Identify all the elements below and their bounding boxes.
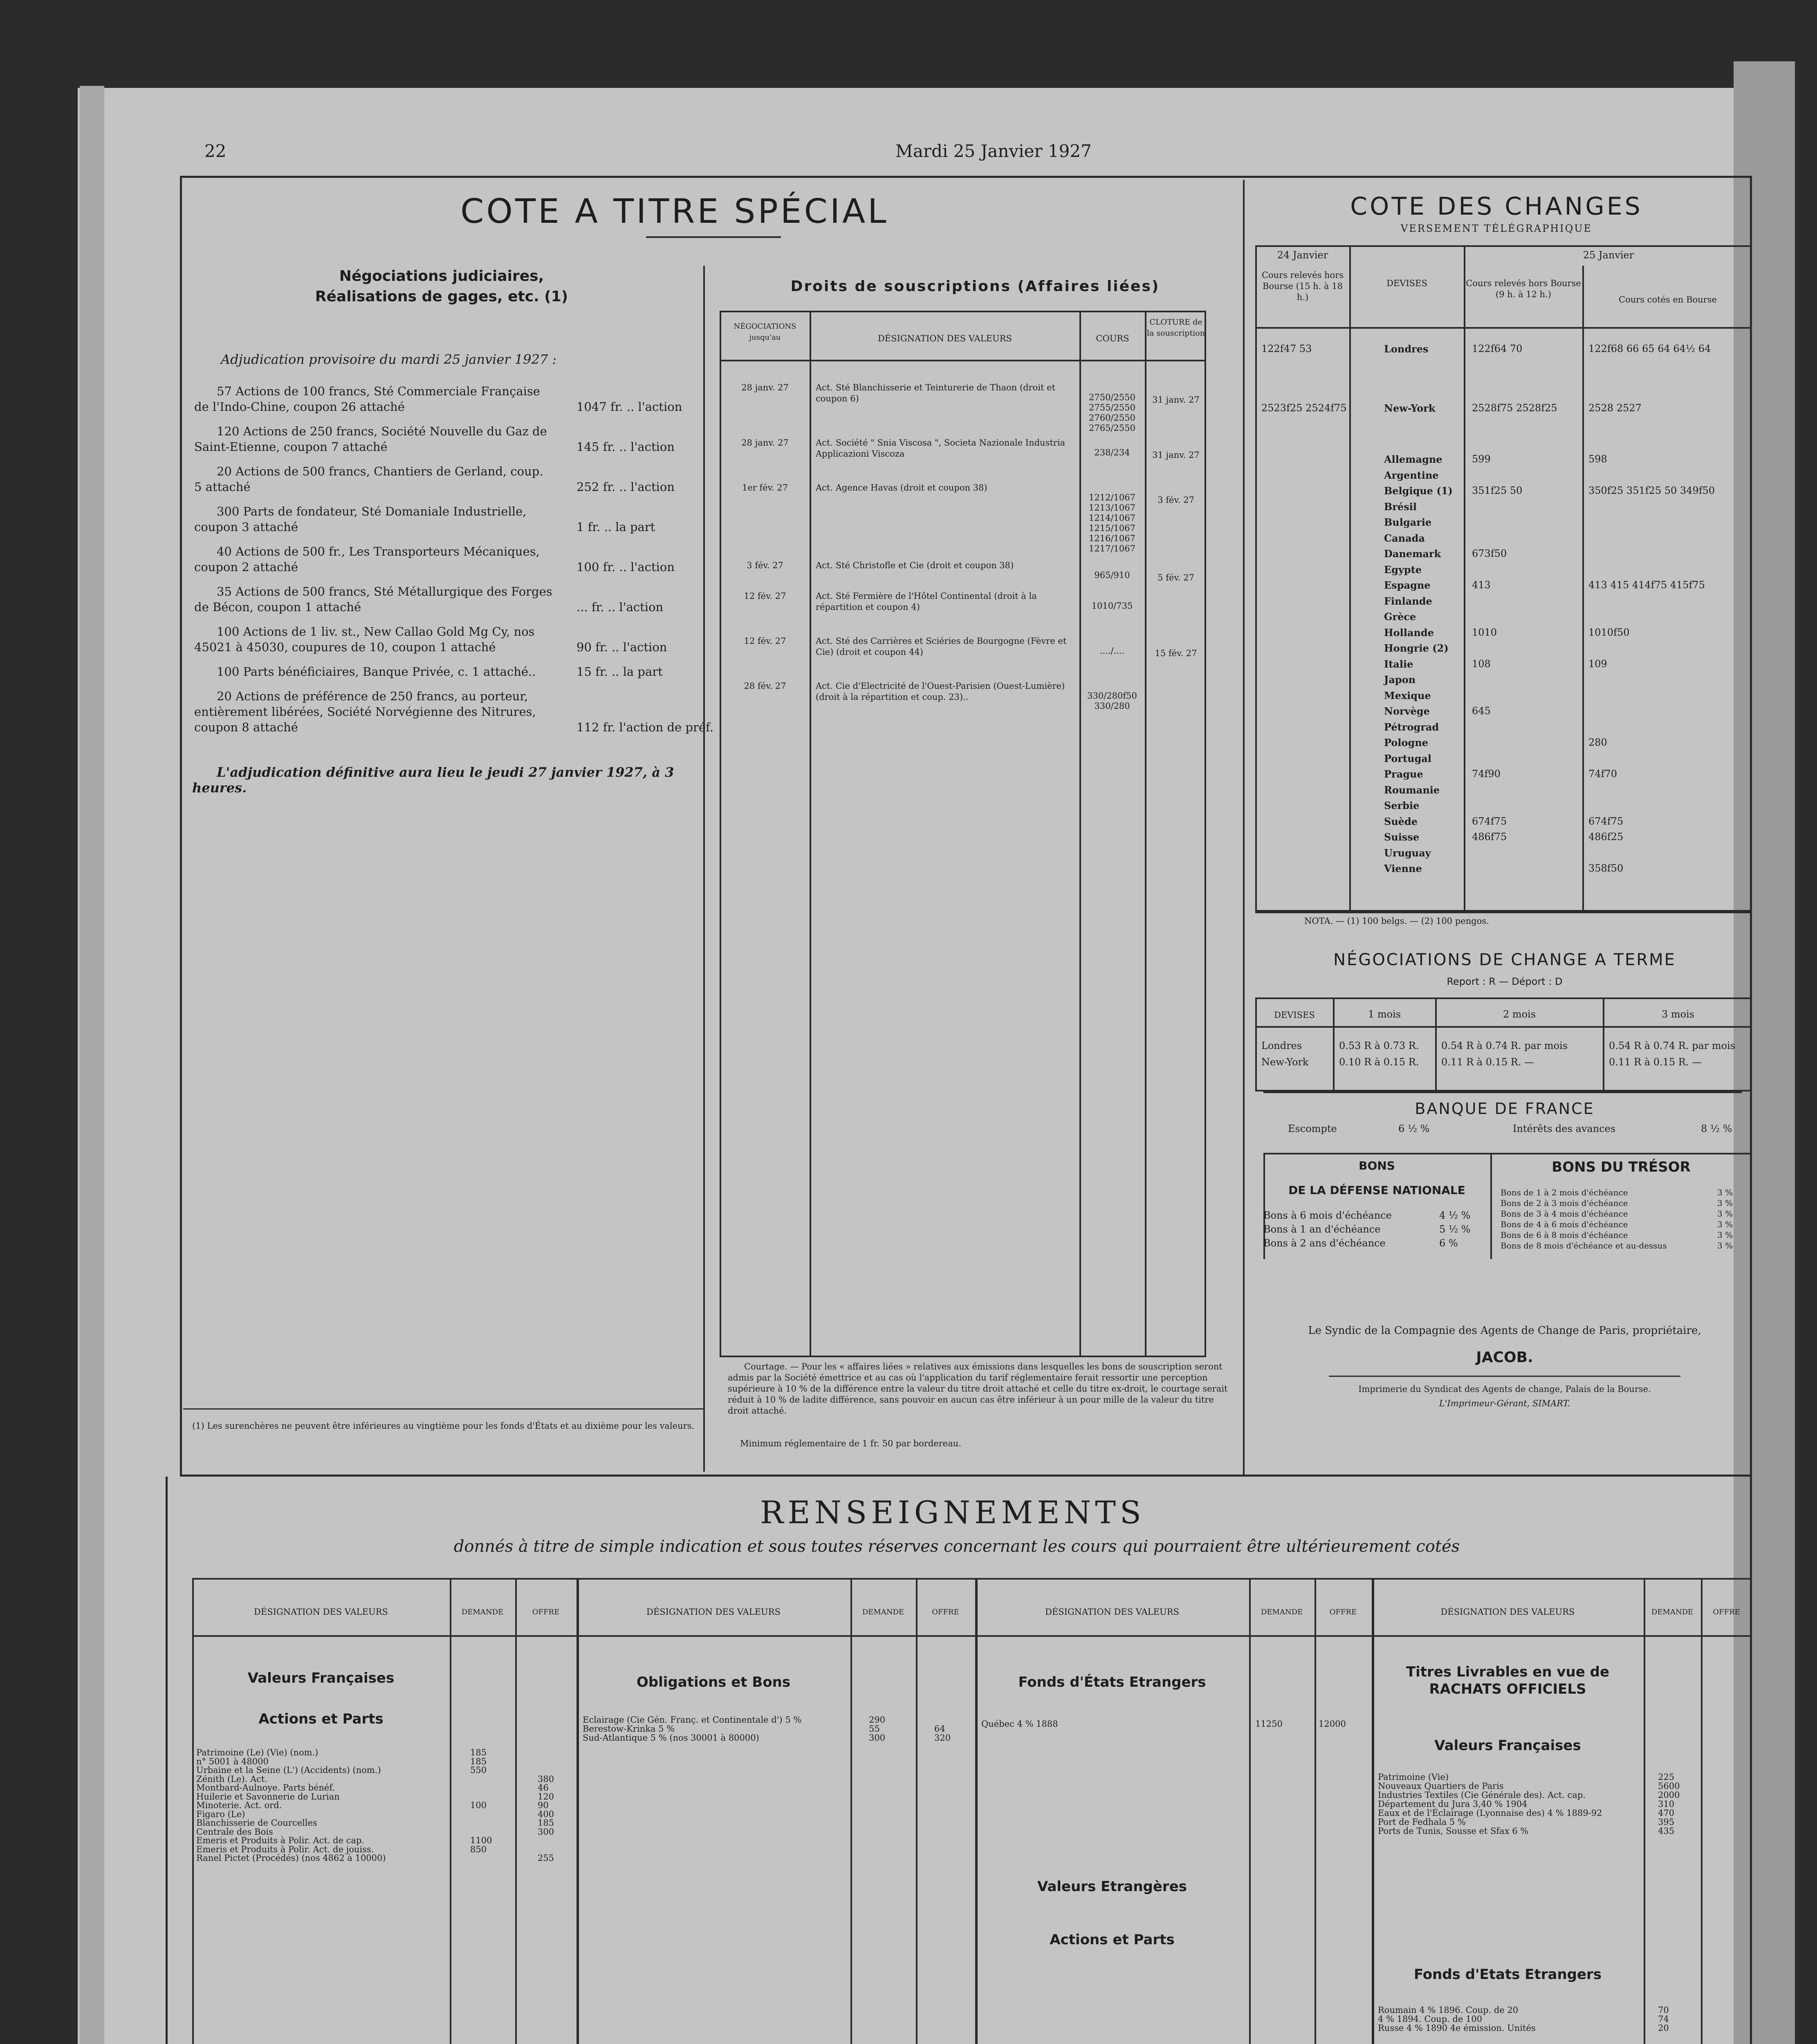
courtage-text: Courtage. — Pour les « affaires liées » relatives aux émissions dans lesquelles les bons de souscription seront admis par la Société émettrice et au cas où l'application du tarif réglementaire ferait ressortir une perception supérieure à 10 % de la différence entre la valeur du titre droit attaché et celle du titre ex-droit, le courtage serait réduit à 10 % de ladite différence, sans pouvoir en aucun cas être inférieur à un pour mille de la valeur du titre droit attaché. <box>728 1362 1228 1416</box>
droits-col-rule <box>1079 311 1081 1357</box>
rens-row-demande: 310 <box>1658 1799 1675 1809</box>
rens-row-name: Roumain 4 % 1896. Coup. de 20 <box>1378 2005 1519 2015</box>
cs-item-line: 57 Actions de 100 francs, Sté Commerciale Française <box>217 384 540 398</box>
bons-tresor-label: Bons de 4 à 6 mois d'échéance <box>1501 1219 1628 1229</box>
terme-col-devises: DEVISES <box>1274 1010 1315 1020</box>
changes-col-rule <box>1582 266 1584 912</box>
droits-header-rule <box>720 360 1206 361</box>
changes-currency: Roumanie <box>1384 784 1440 796</box>
changes-currency: Allemagne <box>1384 453 1442 465</box>
bons-defense-value: 6 % <box>1439 1237 1458 1249</box>
changes-mid: 486f75 <box>1472 831 1507 843</box>
changes-right: 2528 2527 <box>1588 402 1642 414</box>
cote-special-title: COTE A TITRE SPÉCIAL <box>460 192 889 231</box>
changes-currency: Uruguay <box>1384 847 1431 859</box>
droits-date: 28 fév. 27 <box>744 681 786 691</box>
rens-row-offre: 400 <box>538 1809 554 1819</box>
droits-designation: Act. Société " Snia Viscosa ", Societa Nazionale Industria Applicazioni Viscoza <box>816 438 1066 459</box>
banque-title: BANQUE DE FRANCE <box>1415 1100 1595 1118</box>
terme-m3: 0.11 R à 0.15 R. — <box>1609 1056 1702 1068</box>
rens-c4-heading: Titres Livrables en vue de <box>1406 1664 1610 1680</box>
changes-right: 122f68 66 65 64 64½ 64 <box>1588 343 1711 354</box>
droits-cloture: 5 fév. 27 <box>1157 573 1194 583</box>
changes-right: 413 415 414f75 415f75 <box>1588 579 1705 591</box>
droits-col-cloture: CLOTURE de la souscription <box>1147 318 1205 338</box>
changes-currency: Hongrie (2) <box>1384 642 1449 654</box>
rens-row-name: Montbard-Aulnoye. Parts bénéf. <box>196 1783 335 1793</box>
rens-c3-heading: Fonds d'États Etrangers <box>1018 1674 1206 1690</box>
droits-date: 12 fév. 27 <box>744 636 786 646</box>
rens-col-rule <box>975 1578 978 2044</box>
changes-date-right: 25 Janvier <box>1583 249 1634 261</box>
droits-cours: 2750/2550 2755/2550 2760/2550 2765/2550 <box>1089 392 1135 433</box>
page-binding <box>80 86 104 2044</box>
bons-tresor-label: Bons de 3 à 4 mois d'échéance <box>1501 1209 1628 1219</box>
changes-currency: Brésil <box>1384 500 1417 513</box>
adjudication-definitive: L'adjudication définitive aura lieu le jeudi 27 janvier 1927, à 3 heures. <box>192 764 674 796</box>
rens-row-demande: 550 <box>470 1765 487 1775</box>
rens-col-rule <box>450 1578 451 2044</box>
rens-row-offre: 320 <box>934 1733 951 1743</box>
neg-title-1: Négociations judiciaires, <box>339 268 544 285</box>
rens-row-demande: 185 <box>470 1748 487 1757</box>
rens-row-demande: 74 <box>1658 2014 1669 2024</box>
terme-m1: 0.53 R à 0.73 R. <box>1339 1040 1419 1051</box>
adjudication-text: Adjudication provisoire du mardi 25 janvier 1927 : <box>221 352 557 367</box>
renseignements-title: RENSEIGNEMENTS <box>760 1494 1145 1531</box>
changes-bottom-rule <box>1255 912 1752 913</box>
cs-item-line: coupon 3 attaché <box>194 520 298 534</box>
terme-m1: 0.10 R à 0.15 R. <box>1339 1056 1419 1068</box>
changes-mid: 351f25 50 <box>1472 485 1523 496</box>
rens-row-demande: 850 <box>470 1844 487 1854</box>
cs-item-price: 1047 fr. .. l'action <box>577 400 682 414</box>
droits-cloture: 31 janv. 27 <box>1152 395 1200 405</box>
cs-item-line: de Bécon, coupon 1 attaché <box>194 600 361 614</box>
changes-mid: 2528f75 2528f25 <box>1472 402 1557 414</box>
terme-m2: 0.11 R à 0.15 R. — <box>1441 1056 1534 1068</box>
changes-mid: 1010 <box>1472 626 1497 638</box>
cs-item-line: 100 Actions de 1 liv. st., New Callao Gold Mg Cy, nos <box>217 625 535 639</box>
rens-row-name: Berestow-Krinka 5 % <box>583 1724 675 1734</box>
droits-cloture: 3 fév. 27 <box>1157 495 1194 505</box>
cs-item-price: 145 fr. .. l'action <box>577 440 675 454</box>
changes-mid: 122f64 70 <box>1472 343 1523 354</box>
changes-currency: Hollande <box>1384 626 1434 639</box>
rens-row-offre: 12000 <box>1319 1719 1346 1729</box>
footnote-rule <box>183 1408 703 1410</box>
rens-row-name: Emeris et Produits à Polir. Act. de cap. <box>196 1836 365 1845</box>
syndic-rule <box>1329 1376 1680 1377</box>
droits-cours: 330/280f50 330/280 <box>1087 691 1137 711</box>
rens-row-name: Emeris et Produits à Polir. Act. de jouiss. <box>196 1844 374 1854</box>
neg-title-2: Réalisations de gages, etc. (1) <box>315 288 568 305</box>
cs-item-line: 20 Actions de 500 francs, Chantiers de Gerland, coup. <box>217 464 543 478</box>
droits-cloture: 31 janv. 27 <box>1152 450 1200 460</box>
bons-defense-value: 4 ½ % <box>1439 1210 1471 1221</box>
bons-defense-value: 5 ½ % <box>1439 1224 1471 1235</box>
bons-defense-label: Bons à 1 an d'échéance <box>1263 1224 1381 1235</box>
cs-item-line: 45021 à 45030, coupures de 10, coupon 1 attaché <box>194 640 496 654</box>
rens-row-name: Sud-Atlantique 5 % (nos 30001 à 80000) <box>583 1733 759 1743</box>
droits-designation: Act. Cie d'Electricité de l'Ouest-Parisien (Ouest-Lumière) (droit à la répartition et coup. 23).. <box>816 681 1065 702</box>
bons-tresor-value: 3 % <box>1717 1241 1733 1251</box>
rens-c3-heading: Valeurs Etrangères <box>1037 1878 1187 1895</box>
droits-designation: Act. Sté Christofle et Cie (droit et coupon 38) <box>816 560 1014 570</box>
droits-date: 28 janv. 27 <box>741 438 789 448</box>
cs-item-line: 300 Parts de fondateur, Sté Domaniale Industrielle, <box>217 504 527 518</box>
banque-top-rule <box>1263 1091 1742 1093</box>
droits-date: 28 janv. 27 <box>741 383 789 392</box>
rens-row-name: n° 5001 à 48000 <box>196 1756 269 1766</box>
interets-value: 8 ½ % <box>1701 1123 1732 1134</box>
droits-date: 1er fév. 27 <box>742 483 788 493</box>
changes-mid: 599 <box>1472 453 1491 465</box>
escompte-value: 6 ½ % <box>1398 1123 1430 1134</box>
rens-col-desig: DÉSIGNATION DES VALEURS <box>254 1607 388 1617</box>
rens-row-name: Industries Textiles (Cie Générale des). Act. cap. <box>1378 1790 1586 1800</box>
rens-row-demande: 435 <box>1658 1826 1675 1836</box>
rens-col-desig: DÉSIGNATION DES VALEURS <box>1440 1607 1575 1617</box>
imprimerie-line: Imprimerie du Syndicat des Agents de change, Palais de la Bourse. <box>1358 1384 1651 1394</box>
rens-col-offre: OFFRE <box>932 1608 959 1616</box>
page-number: 22 <box>204 141 227 161</box>
rens-row-name: Port de Fedhala 5 % <box>1378 1817 1466 1827</box>
changes-currency: New-York <box>1384 402 1436 414</box>
changes-right: 74f70 <box>1588 768 1617 780</box>
changes-currency: Espagne <box>1384 579 1431 591</box>
interets-label: Intérêts des avances <box>1513 1123 1616 1134</box>
changes-currency: Pologne <box>1384 737 1429 749</box>
terme-m3: 0.54 R à 0.74 R. par mois <box>1609 1040 1736 1051</box>
rens-row-name: Québec 4 % 1888 <box>981 1719 1058 1729</box>
droits-designation: Act. Sté Fermière de l'Hôtel Continental (droit à la répartition et coupon 4) <box>816 591 1037 612</box>
cs-item-line: 120 Actions de 250 francs, Société Nouvelle du Gaz de <box>217 424 547 438</box>
divider <box>703 266 705 1472</box>
rens-c4-subheading: Fonds d'Etats Etrangers <box>1413 1966 1602 1983</box>
rens-row-demande: 1100 <box>470 1836 492 1845</box>
droits-cours: 1212/1067 1213/1067 1214/1067 1215/1067 1216/1067 1217/1067 <box>1089 493 1135 554</box>
changes-mid: 674f75 <box>1472 815 1507 827</box>
terme-subtitle: Report : R — Déport : D <box>1447 976 1563 987</box>
renseignements-subtitle: donnés à titre de simple indication et sous toutes réserves concernant les cours qui pourraient être ultérieurement cotés <box>453 1537 1460 1556</box>
rens-col-demande: DEMANDE <box>1651 1608 1694 1616</box>
changes-right: 486f25 <box>1588 831 1624 843</box>
terme-col-3: 3 mois <box>1661 1009 1695 1020</box>
rens-row-offre: 255 <box>538 1853 554 1863</box>
changes-col-devises: DEVISES <box>1386 278 1427 288</box>
bons-tresor-value: 3 % <box>1717 1230 1733 1240</box>
rens-col-rule <box>1249 1578 1251 2044</box>
syndic-name: JACOB. <box>1476 1349 1533 1366</box>
droits-col-cours: COURS <box>1096 334 1129 343</box>
droits-date: 3 fév. 27 <box>747 560 783 570</box>
cs-item-line: 35 Actions de 500 francs, Sté Métallurgique des Forges <box>217 585 552 598</box>
changes-currency: Canada <box>1384 532 1425 544</box>
changes-currency: Danemark <box>1384 548 1441 560</box>
terme-currency: Londres <box>1261 1040 1302 1051</box>
rens-row-offre: 185 <box>538 1818 554 1828</box>
rens-row-demande: 470 <box>1658 1808 1675 1818</box>
rens-col-rule <box>1315 1578 1316 2044</box>
rens-c1-subheading: Actions et Parts <box>258 1711 384 1727</box>
rens-row-offre: 90 <box>538 1800 549 1810</box>
rens-col-offre: OFFRE <box>1329 1608 1357 1616</box>
changes-header-rule <box>1255 327 1752 329</box>
terme-header-rule <box>1255 1026 1752 1028</box>
cs-item-line: entièrement libérées, Société Norvégienne des Nitrures, <box>194 705 536 719</box>
bons-tresor-value: 3 % <box>1717 1219 1733 1229</box>
changes-currency: Grèce <box>1384 611 1416 623</box>
cs-item-line: 40 Actions de 500 fr., Les Transporteurs Mécaniques, <box>217 545 540 558</box>
rens-col-rule <box>577 1578 579 2044</box>
cs-item-price: 90 fr. .. l'action <box>577 640 667 654</box>
changes-currency: Vienne <box>1384 863 1422 874</box>
changes-currency: Pétrograd <box>1384 721 1439 733</box>
rens-row-demande: 55 <box>869 1724 880 1734</box>
changes-title: COTE DES CHANGES <box>1350 192 1643 221</box>
cs-item-line: coupon 2 attaché <box>194 560 298 574</box>
rens-row-demande: 11250 <box>1255 1719 1283 1729</box>
changes-col-rule <box>1464 245 1465 912</box>
minimum-text: Minimum réglementaire de 1 fr. 50 par bordereau. <box>740 1439 961 1448</box>
changes-currency: Prague <box>1384 768 1423 780</box>
rens-col-rule <box>916 1578 917 2044</box>
changes-mid: 645 <box>1472 705 1491 717</box>
droits-designation: Act. Sté des Carrières et Sciéries de Bourgogne (Fèvre et Cie) (droit et coupon 44) <box>816 636 1067 657</box>
rens-row-demande: 185 <box>470 1756 487 1766</box>
rens-col-rule <box>515 1578 517 2044</box>
changes-currency: Bulgarie <box>1384 516 1432 528</box>
bons-tresor-title: BONS DU TRÉSOR <box>1552 1159 1691 1175</box>
droits-table-frame <box>720 311 1206 1357</box>
rens-row-name: Blanchisserie de Courcelles <box>196 1818 317 1828</box>
rens-c4-heading: RACHATS OFFICIELS <box>1429 1681 1586 1697</box>
changes-currency: Londres <box>1384 343 1429 355</box>
changes-left: 2523f25 2524f75 <box>1261 402 1347 414</box>
changes-currency: Egypte <box>1384 563 1422 576</box>
rens-col-offre: OFFRE <box>1713 1608 1740 1616</box>
rens-row-offre: 300 <box>538 1827 554 1837</box>
rens-row-name: Ports de Tunis, Sousse et Sfax 6 % <box>1378 1826 1529 1836</box>
rens-col-demande: DEMANDE <box>461 1608 504 1616</box>
droits-cours: ..../.... <box>1099 646 1125 656</box>
rens-row-name: Zénith (Le). Act. <box>196 1774 268 1784</box>
rens-col-desig: DÉSIGNATION DES VALEURS <box>646 1607 781 1617</box>
changes-right: 280 <box>1588 737 1607 748</box>
cs-item-price: 1 fr. .. la part <box>577 520 655 534</box>
terme-col-1: 1 mois <box>1368 1009 1401 1020</box>
escompte-label: Escompte <box>1288 1123 1337 1134</box>
terme-title: NÉGOCIATIONS DE CHANGE A TERME <box>1333 950 1676 969</box>
rens-col-desig: DÉSIGNATION DES VALEURS <box>1045 1607 1179 1617</box>
bons-divider <box>1490 1153 1492 1259</box>
bons-defense-title-1: BONS <box>1359 1159 1395 1172</box>
droits-cloture: 15 fév. 27 <box>1155 648 1197 658</box>
bons-tresor-value: 3 % <box>1717 1188 1733 1197</box>
rens-row-name: Minoterie. Act. ord. <box>196 1800 282 1810</box>
gerant-line: L'Imprimeur-Gérant, SIMART. <box>1439 1399 1570 1408</box>
cs-item-line: 100 Parts bénéficiaires, Banque Privée, c. 1 attaché.. <box>217 665 536 679</box>
syndic-line: Le Syndic de la Compagnie des Agents de Change de Paris, propriétaire, <box>1308 1325 1701 1337</box>
rens-col-offre: OFFRE <box>532 1608 560 1616</box>
changes-currency: Suède <box>1384 815 1418 827</box>
bons-tresor-value: 3 % <box>1717 1209 1733 1219</box>
rens-col-rule <box>1644 1578 1645 2044</box>
rens-row-offre: 46 <box>538 1783 549 1793</box>
droits-cours: 965/910 <box>1094 570 1130 580</box>
droits-col-rule <box>810 311 811 1357</box>
rens-c4-subheading: Valeurs Françaises <box>1434 1737 1581 1754</box>
changes-left: 122f47 53 <box>1261 343 1312 354</box>
rens-row-name: 4 % 1894. Coup. de 100 <box>1378 2014 1483 2024</box>
rens-col-demande: DEMANDE <box>1261 1608 1303 1616</box>
changes-currency: Italie <box>1384 658 1413 670</box>
rens-row-demande: 5600 <box>1658 1781 1680 1791</box>
droits-col-rule <box>1145 311 1146 1357</box>
rens-row-name: Patrimoine (Vie) <box>1378 1772 1449 1782</box>
cs-item-price: 15 fr. .. la part <box>577 665 663 679</box>
rens-row-demande: 290 <box>869 1715 886 1725</box>
droits-date: 12 fév. 27 <box>744 591 786 601</box>
changes-currency: Serbie <box>1384 800 1420 811</box>
changes-right: 358f50 <box>1588 863 1624 874</box>
changes-date-left: 24 Janvier <box>1277 249 1328 261</box>
rens-row-name: Figaro (Le) <box>196 1809 245 1819</box>
rens-col-rule <box>1701 1578 1703 2044</box>
terme-currency: New-York <box>1261 1056 1309 1068</box>
rens-row-demande: 20 <box>1658 2023 1669 2033</box>
bons-defense-title-2: DE LA DÉFENSE NATIONALE <box>1288 1183 1465 1197</box>
rens-row-name: Département du Jura 3,40 % 1904 <box>1378 1799 1528 1809</box>
changes-right: 1010f50 <box>1588 626 1630 638</box>
cote-special-footnote: (1) Les surenchères ne peuvent être inférieures au vingtième pour les fonds d'États et au dixième pour les valeurs. <box>192 1421 695 1431</box>
cs-item-line: 20 Actions de préférence de 250 francs, au porteur, <box>217 689 528 703</box>
divider <box>1243 180 1245 1476</box>
changes-mid: 413 <box>1472 579 1491 591</box>
rens-col-demande: DEMANDE <box>862 1608 904 1616</box>
rens-col-rule <box>850 1578 852 2044</box>
rens-row-name: Huilerie et Savonnerie de Lurian <box>196 1791 340 1802</box>
changes-mid: 108 <box>1472 658 1491 670</box>
bons-defense-label: Bons à 6 mois d'échéance <box>1263 1210 1392 1221</box>
rens-row-name: Patrimoine (Le) (Vie) (nom.) <box>196 1748 319 1757</box>
changes-col-rule <box>1349 245 1351 912</box>
changes-subtitle: VERSEMENT TÉLÉGRAPHIQUE <box>1400 223 1593 234</box>
rens-c3-subheading: Actions et Parts <box>1050 1932 1175 1948</box>
changes-col-matin: Cours relevés hors Bourse (9 h. à 12 h.) <box>1466 278 1581 299</box>
changes-currency: Finlande <box>1384 595 1432 607</box>
droits-designation: Act. Agence Havas (droit et coupon 38) <box>816 483 987 493</box>
rens-row-name: Russe 4 % 1890 4e émission. Unités <box>1378 2023 1536 2033</box>
bons-defense-label: Bons à 2 ans d'échéance <box>1263 1237 1386 1249</box>
changes-currency: Argentine <box>1384 469 1439 481</box>
page-date: Mardi 25 Janvier 1927 <box>895 141 1092 161</box>
rens-row-demande: 395 <box>1658 1817 1675 1827</box>
changes-nota: NOTA. — (1) 100 belgs. — (2) 100 pengos. <box>1304 916 1489 926</box>
changes-col-cotes: Cours cotés en Bourse <box>1619 295 1717 305</box>
rens-c2-heading: Obligations et Bons <box>636 1674 791 1690</box>
droits-designation: Act. Sté Blanchisserie et Teinturerie de Thaon (droit et coupon 6) <box>816 383 1056 403</box>
changes-right: 350f25 351f25 50 349f50 <box>1588 485 1715 496</box>
changes-right: 674f75 <box>1588 815 1624 827</box>
terme-m2: 0.54 R à 0.74 R. par mois <box>1441 1040 1568 1051</box>
changes-currency: Suisse <box>1384 831 1420 843</box>
rens-row-demande: 225 <box>1658 1772 1675 1782</box>
bons-tresor-label: Bons de 2 à 3 mois d'échéance <box>1501 1198 1628 1208</box>
changes-right: 598 <box>1588 453 1607 465</box>
rens-header-rule <box>192 1635 1752 1637</box>
changes-mid: 74f90 <box>1472 768 1501 780</box>
changes-currency: Portugal <box>1384 752 1432 764</box>
rens-row-offre: 380 <box>538 1774 554 1784</box>
cs-item-price: 112 fr. l'action de préf. <box>577 720 713 734</box>
rens-row-name: Urbaine et la Seine (L') (Accidents) (nom.) <box>196 1765 381 1775</box>
rens-row-name: Centrale des Bois <box>196 1827 273 1837</box>
bons-tresor-label: Bons de 1 à 2 mois d'échéance <box>1501 1188 1628 1197</box>
changes-currency: Mexique <box>1384 689 1431 702</box>
changes-currency: Norvège <box>1384 705 1430 717</box>
bons-tresor-label: Bons de 6 à 8 mois d'échéance <box>1501 1230 1628 1240</box>
droits-col-neg: NÉGOCIATIONS jusqu'au <box>734 322 796 342</box>
cs-item-line: Saint-Etienne, coupon 7 attaché <box>194 440 388 454</box>
terme-col-2: 2 mois <box>1503 1009 1536 1020</box>
rens-row-demande: 100 <box>470 1800 487 1810</box>
cs-item-price: 252 fr. .. l'action <box>577 480 675 494</box>
droits-title: Droits de souscriptions (Affaires liées) <box>790 278 1160 295</box>
changes-right: 109 <box>1588 658 1607 670</box>
cs-item-price: 100 fr. .. l'action <box>577 560 675 574</box>
bons-tresor-label: Bons de 8 mois d'échéance et au-dessus <box>1501 1241 1667 1251</box>
droits-cours: 1010/735 <box>1091 601 1133 611</box>
rens-row-name: Ranel Pictet (Procédés) (nos 4862 à 10000) <box>196 1853 386 1863</box>
rens-row-name: Nouveaux Quartiers de Paris <box>1378 1781 1504 1791</box>
rens-row-demande: 300 <box>869 1733 886 1743</box>
rens-c1-heading: Valeurs Françaises <box>247 1670 395 1686</box>
bons-tresor-value: 3 % <box>1717 1198 1733 1208</box>
cs-item-price: ... fr. .. l'action <box>577 600 664 614</box>
rens-row-name: Eaux et de l'Éclairage (Lyonnaise des) 4 % 1889-92 <box>1378 1808 1602 1818</box>
title-underline <box>646 236 781 238</box>
rens-row-offre: 120 <box>538 1791 554 1802</box>
cs-item-line: de l'Indo-Chine, coupon 26 attaché <box>194 400 405 414</box>
changes-col-hors: Cours relevés hors Bourse (15 h. à 18 h.) <box>1261 270 1344 302</box>
rens-row-name: Eclairage (Cie Gén. Franç. et Continentale d') 5 % <box>583 1715 802 1725</box>
rens-row-demande: 70 <box>1658 2005 1669 2015</box>
rens-row-offre: 64 <box>934 1724 945 1734</box>
rens-row-demande: 2000 <box>1658 1790 1680 1800</box>
cs-item-line: coupon 8 attaché <box>194 720 298 734</box>
changes-currency: Belgique (1) <box>1384 485 1453 497</box>
changes-currency: Japon <box>1384 674 1416 686</box>
cs-item-line: 5 attaché <box>194 480 251 494</box>
droits-cours: 238/234 <box>1094 448 1130 457</box>
droits-col-desig: DÉSIGNATION DES VALEURS <box>878 334 1012 343</box>
changes-mid: 673f50 <box>1472 548 1507 559</box>
